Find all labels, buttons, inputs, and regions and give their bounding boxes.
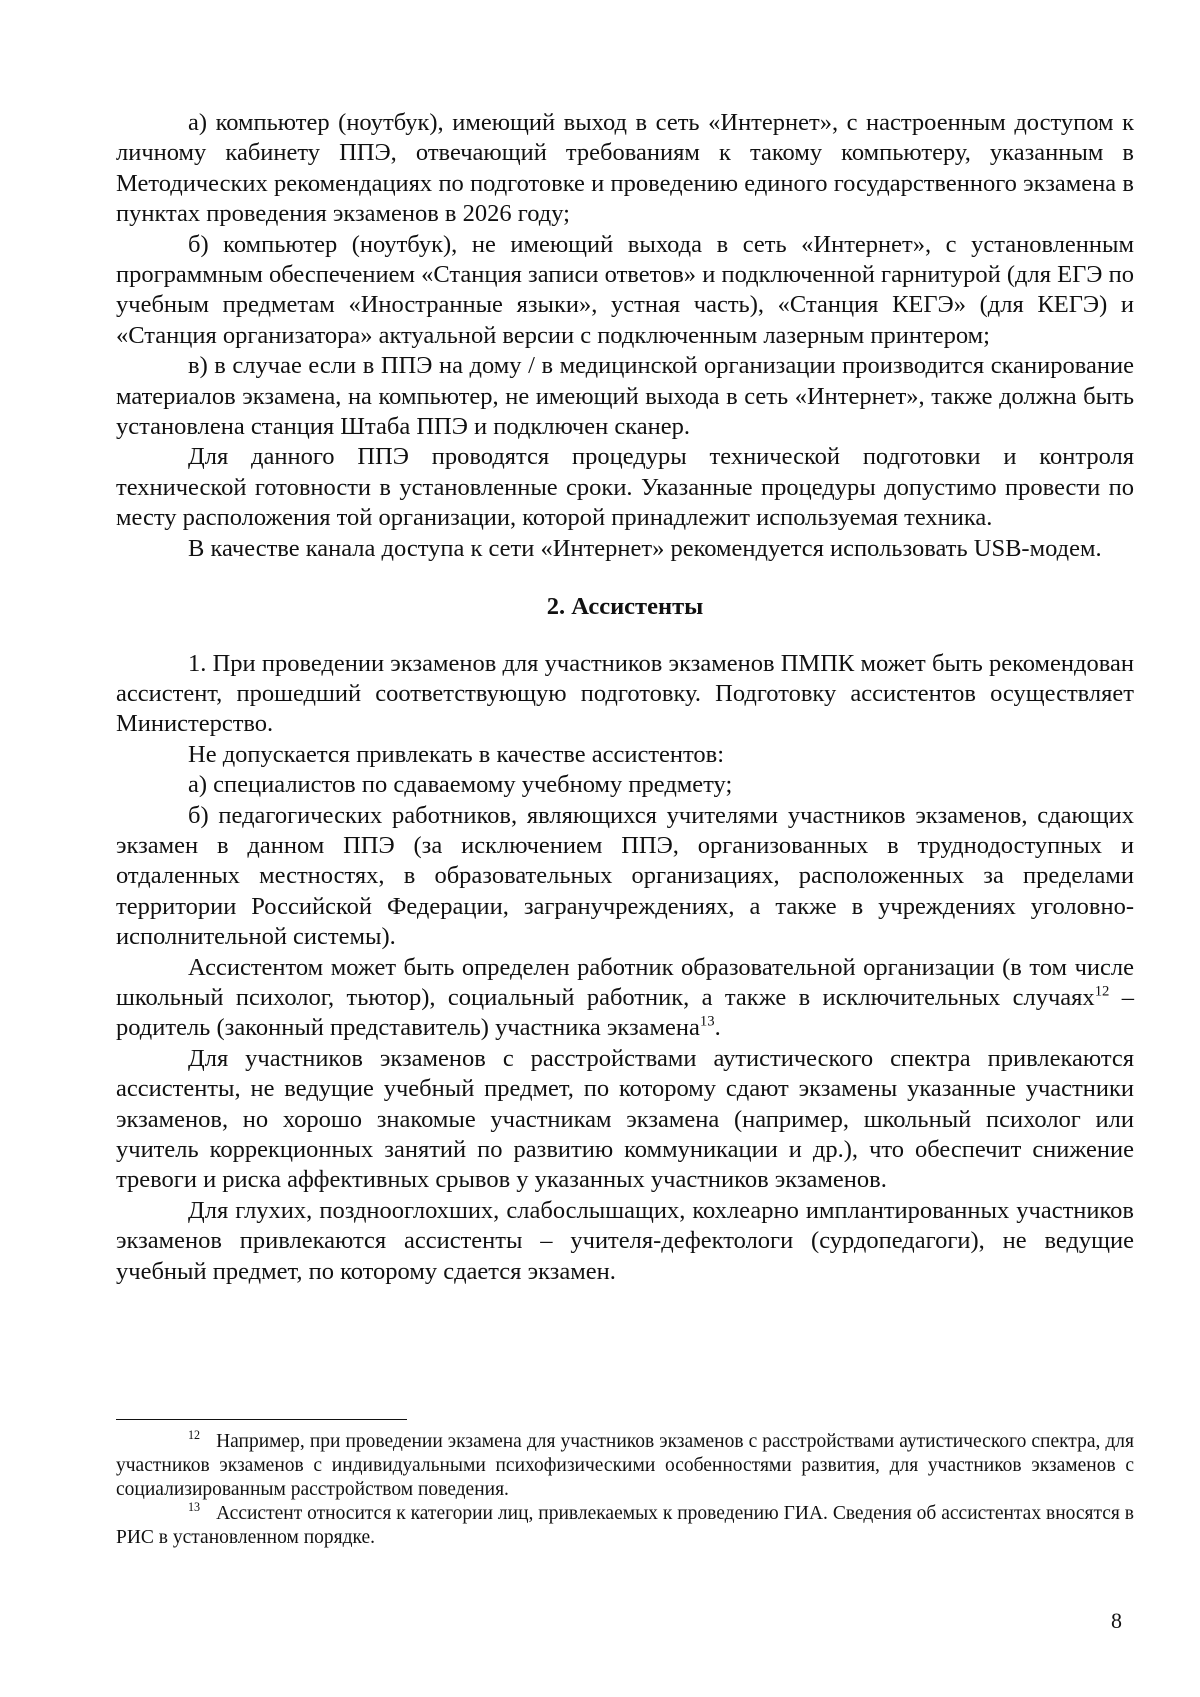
paragraph-assistant-definition xyxy=(116,953,1134,1044)
assistant-text-after: . xyxy=(714,1014,721,1042)
footnote-13 xyxy=(116,1499,1134,1550)
paragraph-item-b: б) компьютер (ноутбук), не имеющий выхода в сеть «Интернет», с установленным программным обеспечением «Станция записи ответов» и подключенной гарнитурой (для ЕГЭ по учебным предметам «Иностранные языки», устная часть), «Станция КЕГЭ» (для КЕГЭ) и «Станция организатора» актуальной версии с подключенным лазерным принтером; xyxy=(116,230,1134,349)
footnote-ref-12[interactable]: 12 xyxy=(1094,983,1110,1000)
paragraph-item-a: а) компьютер (ноутбук), имеющий выход в сеть «Интернет», с настроенным доступом к личному кабинету ППЭ, отвечающий требованиям к такому компьютеру, указанным в Методических рекомендациях по подготовке и проведению единого государственного экзамена в пунктах проведения экзаменов в 2026 году; xyxy=(116,109,1134,228)
paragraph-not-allowed-b: б) педагогических работников, являющихся учителями участников экзаменов, сдающих экзамен в данном ППЭ (за исключением ППЭ, организованных в труднодоступных и отдаленных местностях, в образовательных организациях, расположенных за пределами территории Российской Федерации, загранучреждениях, а также в учреждениях уголовно-исполнительной системы). xyxy=(116,801,1134,951)
paragraph-item-v: в) в случае если в ППЭ на дому / в медицинской организации производится сканирование материалов экзамена, на компьютер, не имеющий выхода в сеть «Интернет», также должна быть установлена станция Штаба ППЭ и подключен сканер. xyxy=(116,352,1134,441)
paragraph-deaf-assistants: Для глухих, позднооглохших, слабослышащих, кохлеарно имплантированных участников экзаменов привлекаются ассистенты – учителя-дефектологи (сурдопедагоги), не ведущие учебный предмет, по которому сдается экзамен. xyxy=(116,1196,1134,1285)
paragraph-technical-readiness: Для данного ППЭ проводятся процедуры технической подготовки и контроля технической готовности в установленные сроки. Указанные процедуры допустимо провести по месту расположения той организации, которой принадлежит используемая техника. xyxy=(116,443,1134,532)
paragraph-autism-assistants: Для участников экзаменов с расстройствами аутистического спектра привлекаются ассистенты, не ведущие учебный предмет, по которому сдают экзамены указанные участники экзаменов, но хорошо знакомые участникам экзамена (например, школьный психолог или учитель коррекционных занятий по развитию коммуникации и др.), что обеспечит снижение тревоги и риска аффективных срывов у указанных участников экзаменов. xyxy=(116,1044,1134,1194)
footnote-12 xyxy=(116,1427,1134,1502)
footnote-text: Ассистент относится к категории лиц, привлекаемых к проведению ГИА. Сведения об ассистентах вносятся в РИС в установленном порядке. xyxy=(116,1503,1134,1548)
footnote-separator xyxy=(116,1419,407,1420)
paragraph-assistant-recommendation: 1. При проведении экзаменов для участников экзаменов ПМПК может быть рекомендован ассистент, прошедший соответствующую подготовку. Подготовку ассистентов осуществляет Министерство. xyxy=(116,649,1134,738)
footnote-ref-13[interactable]: 13 xyxy=(699,1013,715,1030)
main-text xyxy=(116,108,1134,1287)
page-number: 8 xyxy=(1111,1608,1122,1633)
assistant-text-before: Ассистентом может быть определен работник образовательной организации (в том числе школьный психолог, тьютор), социальный работник, а также в исключительных случаях xyxy=(116,953,1134,1011)
paragraph-not-allowed: Не допускается привлекать в качестве ассистентов: xyxy=(188,740,725,768)
paragraph-usb-modem: В качестве канала доступа к сети «Интернет» рекомендуется использовать USB-модем. xyxy=(188,534,1102,562)
footnote-text: Например, при проведении экзамена для участников экзаменов с расстройствами аутистического спектра, для участников экзаменов с индивидуальными психофизическими особенностями развития, для участников экзаменов с социализированным расстройством поведения. xyxy=(116,1431,1134,1500)
section-heading: 2. Ассистенты xyxy=(546,593,704,621)
paragraph-not-allowed-a: а) специалистов по сдаваемому учебному предмету; xyxy=(188,771,733,799)
footnotes xyxy=(116,1427,1134,1550)
footnote-number: 12 xyxy=(188,1427,201,1442)
assistant-text-middle: – родитель (законный представитель) участника экзамена xyxy=(116,983,1135,1042)
footnote-number: 13 xyxy=(188,1499,201,1514)
